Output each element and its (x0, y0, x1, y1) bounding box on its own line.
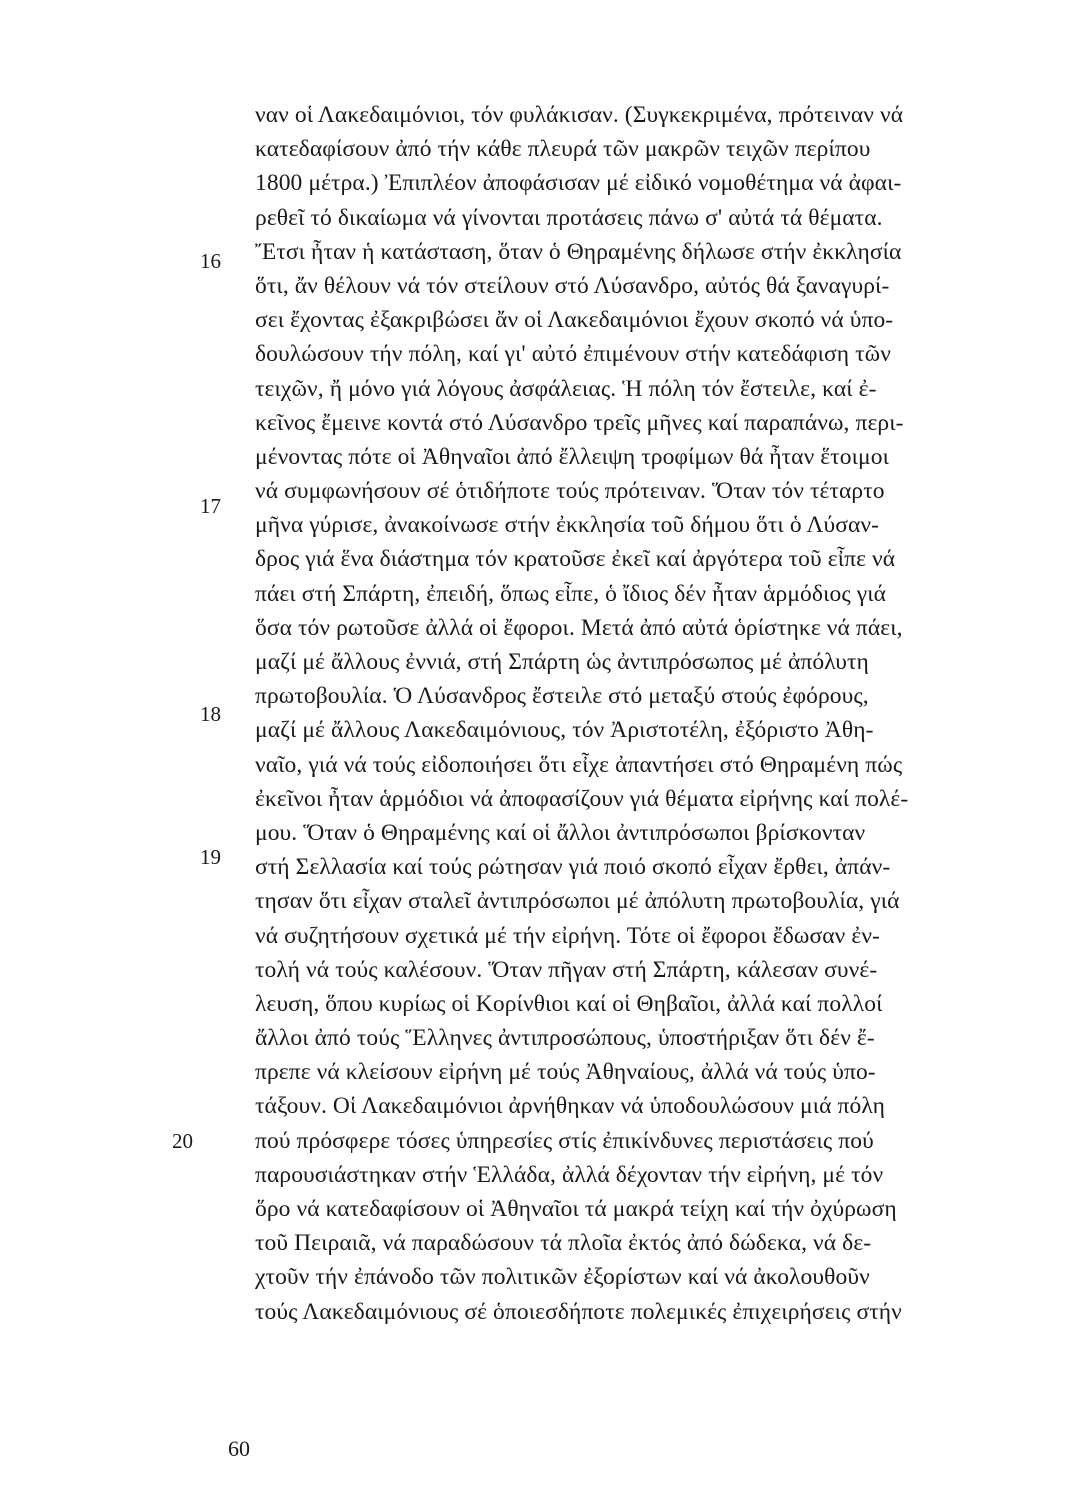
page-number: 60 (228, 1436, 250, 1461)
text-line: ναῖο, γιά νά τούς εἰδοποιήσει ὅτι εἶχε ἀπαντήσει στό Θηραμένη πώς (255, 751, 903, 778)
text-line: νά συμφωνήσουν σέ ὁτιδήποτε τούς πρότειναν. Ὅταν τόν τέταρτο (255, 478, 885, 505)
text-line: μαζί μέ ἄλλους ἐννιά, στή Σπάρτη ὡς ἀντιπρόσωπος μέ ἀπόλυτη (255, 649, 869, 675)
text-line: νά συζητήσουν σχετικά μέ τήν εἰρήνη. Τότε οἱ ἔφοροι ἔδωσαν ἐν- (255, 922, 880, 949)
text-line: δουλώσουν τήν πόλη, καί γι' αὐτό ἐπιμένουν στήν κατεδάφιση τῶν (255, 341, 891, 368)
text-line: πάει στή Σπάρτη, ἐπειδή, ὅπως εἶπε, ὁ ἴδιος δέν ἦταν ἁρμόδιος γιά (255, 580, 887, 607)
section-number-17: 17 (200, 494, 221, 518)
text-line: μαζί μέ ἄλλους Λακεδαιμόνιους, τόν Ἀριστοτέλη, ἐξόριστο Ἀθη- (255, 717, 874, 744)
text-line: χτοῦν τήν ἐπάνοδο τῶν πολιτικῶν ἐξορίστων καί νά ἀκολουθοῦν (255, 1264, 870, 1291)
text-line: στή Σελλασία καί τούς ρώτησαν γιά ποιό σκοπό εἶχαν ἔρθει, ἀπάν- (255, 854, 891, 881)
text-line: Ἔτσι ἦταν ἡ κατάσταση, ὅταν ὁ Θηραμένης δήλωσε στήν ἐκκλησία (255, 238, 902, 265)
text-line: ἐκεῖνοι ἦταν ἁρμόδιοι νά ἀποφασίζουν γιά θέματα εἰρήνης καί πολέ- (255, 785, 909, 812)
text-line: τησαν ὅτι εἶχαν σταλεῖ ἀντιπρόσωποι μέ ἀπόλυτη πρωτοβουλία, γιά (255, 888, 900, 915)
text-line: ὅρο νά κατεδαφίσουν οἱ Ἀθηναῖοι τά μακρά τείχη καί τήν ὀχύρωση (255, 1196, 897, 1222)
text-line: κατεδαφίσουν ἀπό τήν κάθε πλευρά τῶν μακρῶν τειχῶν περίπου (255, 136, 871, 163)
text-line: τειχῶν, ἤ μόνο γιά λόγους ἀσφάλειας. Ἡ πόλη τόν ἔστειλε, καί ἐ- (255, 375, 877, 402)
text-line: λευση, ὅπου κυρίως οἱ Κορίνθιοι καί οἱ Θηβαῖοι, ἀλλά καί πολλοί (255, 990, 883, 1017)
text-line: 1800 μέτρα.) Ἐπιπλέον ἀποφάσισαν μέ εἰδικό νομοθέτημα νά ἀφαι- (255, 170, 902, 197)
text-line: μένοντας πότε οἱ Ἀθηναῖοι ἀπό ἔλλειψη τροφίμων θά ἦταν ἕτοιμοι (255, 443, 890, 470)
text-line: πρωτοβουλία. Ὁ Λύσανδρος ἔστειλε στό μεταξύ στούς ἐφόρους, (255, 683, 869, 710)
text-line: πρεπε νά κλείσουν εἰρήνη μέ τούς Ἀθηναίους, ἀλλά νά τούς ὑπο- (255, 1059, 876, 1086)
text-line: ὅτι, ἄν θέλουν νά τόν στείλουν στό Λύσανδρο, αὐτός θά ξαναγυρί- (255, 272, 890, 299)
text-line: ὅσα τόν ρωτοῦσε ἀλλά οἱ ἔφοροι. Μετά ἀπό αὐτά ὁρίστηκε νά πάει, (255, 614, 903, 641)
text-line: τολή νά τούς καλέσουν. Ὅταν πῆγαν στή Σπάρτη, κάλεσαν συνέ- (255, 956, 878, 983)
text-line: τάξουν. Οἱ Λακεδαιμόνιοι ἀρνήθηκαν νά ὑποδουλώσουν μιά πόλη (255, 1093, 885, 1120)
text-line: ρεθεῖ τό δικαίωμα νά γίνονται προτάσεις πάνω σ' αὐτά τά θέματα. (255, 204, 883, 231)
text-line: τούς Λακεδαιμόνιους σέ ὁποιεσδήποτε πολεμικές ἐπιχειρήσεις στήν (255, 1298, 902, 1325)
text-line: πού πρόσφερε τόσες ὑπηρεσίες στίς ἐπικίνδυνες περιστάσεις πού (255, 1127, 874, 1154)
text-line: μου. Ὅταν ὁ Θηραμένης καί οἱ ἄλλοι ἀντιπρόσωποι βρίσκονταν (255, 819, 866, 846)
section-number-19: 19 (200, 845, 221, 869)
text-line: ἄλλοι ἀπό τούς Ἕλληνες ἀντιπροσώπους, ὑποστήριξαν ὅτι δέν ἔ- (255, 1025, 875, 1052)
text-line: τοῦ Πειραιᾶ, νά παραδώσουν τά πλοῖα ἐκτός ἀπό δώδεκα, νά δε- (255, 1230, 872, 1257)
text-line (255, 1329, 1015, 1363)
text-line: ναν οἱ Λακεδαιμόνιοι, τόν φυλάκισαν. (Συγκεκριμένα, πρότειναν νά (255, 102, 904, 128)
text-line: παρουσιάστηκαν στήν Ἑλλάδα, ἀλλά δέχονταν τήν εἰρήνη, μέ τόν (255, 1161, 884, 1188)
section-number-16: 16 (200, 249, 221, 273)
text-line: μῆνα γύρισε, ἀνακοίνωσε στήν ἐκκλησία τοῦ δήμου ὅτι ὁ Λύσαν- (255, 512, 880, 539)
text-line: σει ἔχοντας ἐξακριβώσει ἄν οἱ Λακεδαιμόνιοι ἔχουν σκοπό νά ὑπο- (255, 307, 894, 334)
section-number-18: 18 (200, 702, 221, 726)
section-number-20: 20 (172, 1129, 193, 1153)
text-line: δρος γιά ἕνα διάστημα τόν κρατοῦσε ἐκεῖ καί ἀργότερα τοῦ εἶπε νά (255, 546, 896, 573)
body-text (255, 98, 1015, 1363)
text-line: κεῖνος ἔμεινε κοντά στό Λύσανδρο τρεῖς μῆνες καί παραπάνω, περι- (255, 409, 904, 436)
